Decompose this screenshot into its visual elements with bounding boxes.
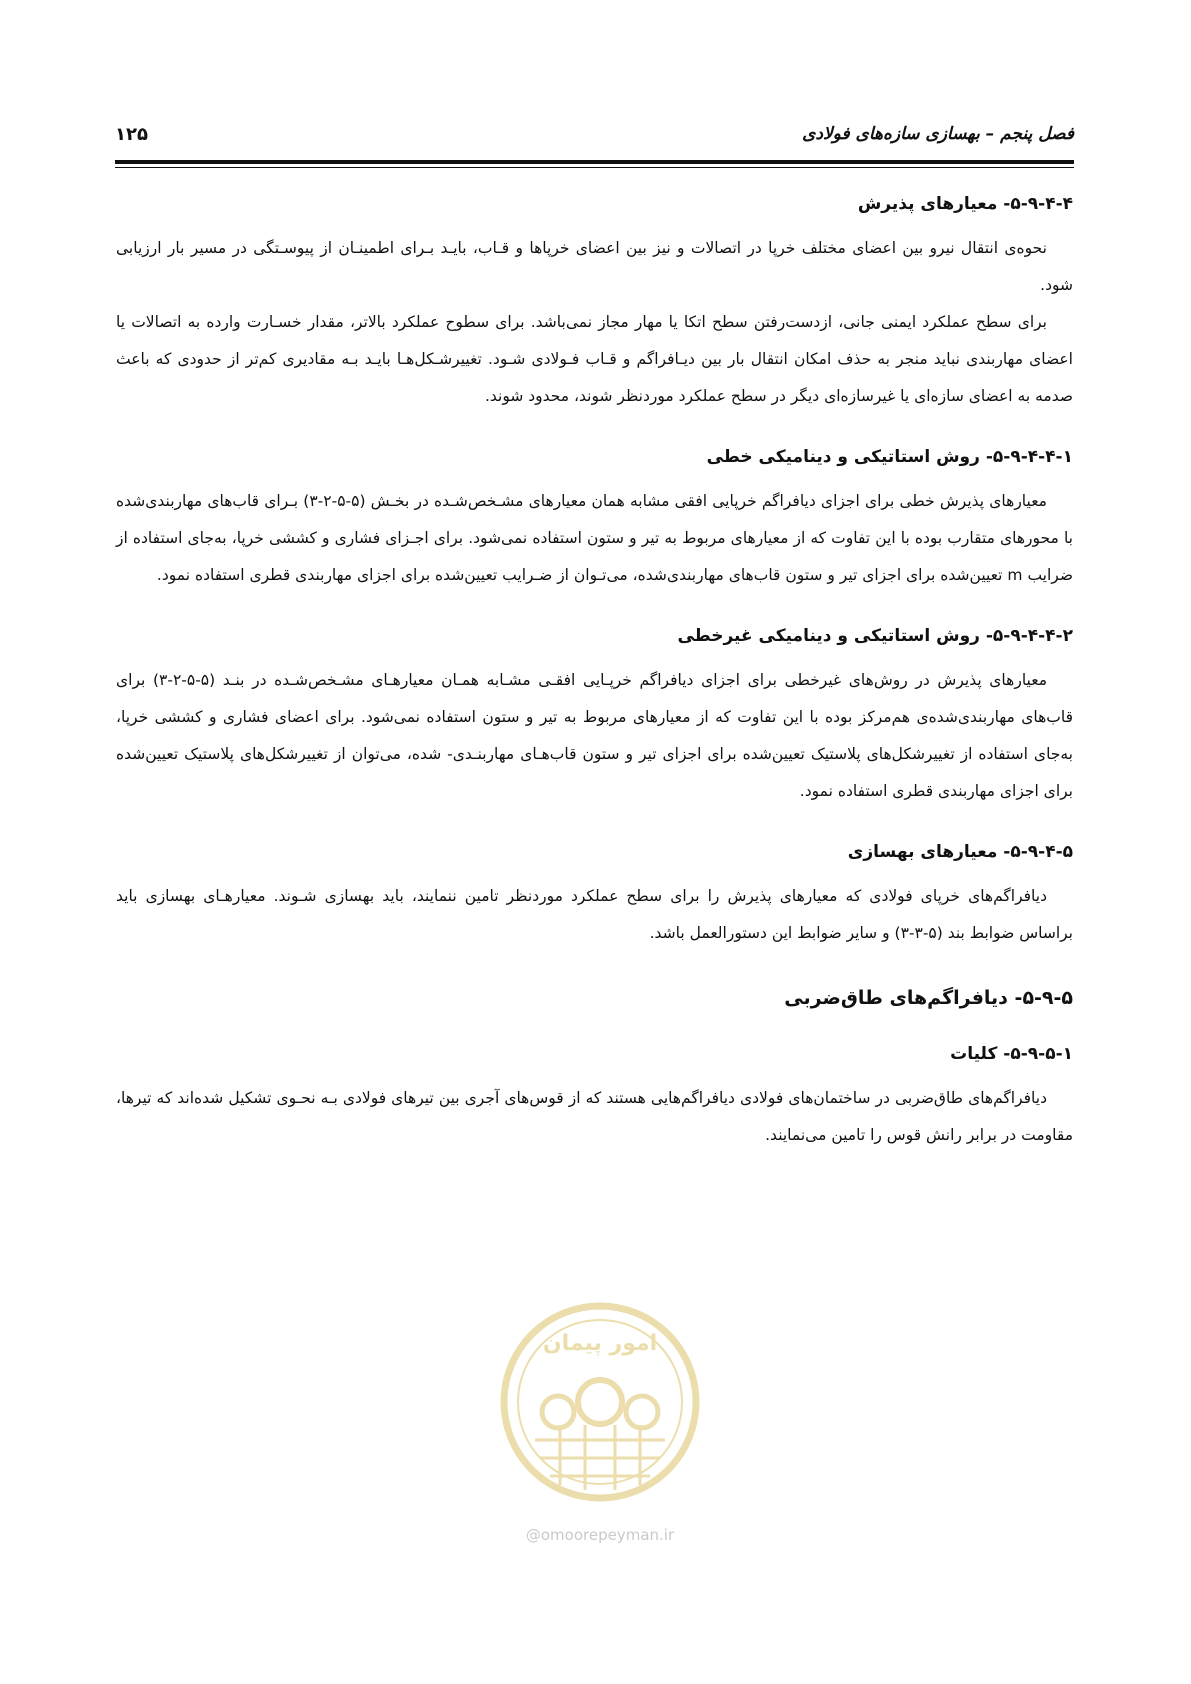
chapter-title: فصل پنجم – بهسازی سازه‌های فولادی [802, 124, 1074, 144]
section-heading-general: ۵-۹-۵-۱- کلیات [950, 1044, 1073, 1064]
paragraph: معیارهای پذیرش در روش‌های غیرخطی برای اجزای دیافراگم خرپـایی افقـی مشـابه همـان معیارهـای مشـخص‌شـده در بنـد (۵-۵-۲-۳) برای قاب‌های مهاربندی‌شده‌ی هم‌مرکز بوده با این تفاوت که از معیارهای مربوط به تیر و ستون استفاده نمی‌شود. برای اعضای فشاری و کششی خرپا، به‌جای استفاده از تغییرشکل‌های پلاستیک تعیین‌شده برای اجزای تیر و ستون قاب‌هـای مهاربنـدی- شده، می‌توان از تغییرشکل‌های پلاستیک تعیین‌شده برای اجزای مهاربندی قطری استفاده نمود. [116, 671, 1073, 800]
paragraph: دیافراگم‌های طاق‌ضربی در ساختمان‌های فولادی دیافراگم‌هایی هستند که از قوس‌های آجری بین تیرهای فولادی بـه نحـوی تشکیل شده‌اند که تیرها، مقاومت در برابر رانش قوس را تامین می‌نمایند. [116, 1089, 1073, 1144]
section-heading-acceptance-criteria: ۵-۹-۴-۴- معیارهای پذیرش [857, 194, 1073, 214]
section-heading-jack-arch-diaphragms: ۵-۹-۵- دیافراگم‌های طاق‌ضربی [784, 987, 1073, 1009]
paragraph: نحوه‌ی انتقال نیرو بین اعضای مختلف خرپا در اتصالات و نیز بین اعضای خرپاها و قـاب، بایـد بـرای اطمینـان از پیوسـتگی در مسیر بار ارزیابی شود. [116, 239, 1073, 294]
page-header [115, 118, 1074, 158]
paragraph: دیافراگم‌های خرپای فولادی که معیارهای پذیرش را برای سطح عملکرد موردنظر تامین ننمایند، باید بهسازی شـوند. معیارهـای بهسازی باید براساس ضوابط بند (۵-۳-۳) و سایر ضوابط این دستورالعمل باشد. [116, 887, 1073, 942]
paragraph: برای سطح عملکرد ایمنی جانی، ازدست‌رفتن سطح اتکا یا مهار مجاز نمی‌باشد. برای سطوح عملکرد بالاتر، مقدار خسـارت وارده به اتصالات یا اعضای مهاربندی نباید منجر به حذف امکان انتقال بار بین دیـافراگم و قـاب فـولادی شـود. تغییرشـکل‌هـا بایـد بـه مقادیری کم‌تر از حدودی که باعث صدمه به اعضای سازه‌ای یا غیرسازه‌ای دیگر در سطح عملکرد موردنظر شوند، محدود شوند. [116, 313, 1073, 405]
page-content [116, 190, 1073, 1154]
section-heading-rehabilitation-criteria: ۵-۹-۴-۵- معیارهای بهسازی [847, 842, 1073, 862]
section-heading-nonlinear-methods: ۵-۹-۴-۴-۲- روش استاتیکی و دینامیکی غیرخطی [677, 626, 1073, 646]
seal-logo-icon [490, 1290, 710, 1520]
watermark-site: @omoorepeyman.ir [525, 1526, 675, 1544]
header-rule-thick [115, 160, 1074, 164]
paragraph: معیارهای پذیرش خطی برای اجزای دیافراگم خرپایی افقی مشابه همان معیارهای مشـخص‌شـده در بخـش (۵-۵-۲-۳) بـرای قاب‌های مهاربندی‌شده با محورهای متقارب بوده با این تفاوت که از معیارهای مربوط به تیر و ستون استفاده نمی‌شود. برای اجـزای فشاری و کششی خرپا، به‌جای استفاده از ضرایب m تعیین‌شده برای اجزای تیر و ستون قاب‌های مهاربندی‌شده، می‌تـوان از ضـرایب تعیین‌شده برای اجزای مهاربندی قطری استفاده نمود. [116, 492, 1073, 584]
watermark-seal [490, 1290, 710, 1550]
seal-text: امور پیمان [542, 1331, 658, 1356]
page-number: ۱۲۵ [115, 124, 148, 145]
header-rule-thin [115, 167, 1074, 168]
section-heading-linear-methods: ۵-۹-۴-۴-۱- روش استاتیکی و دینامیکی خطی [706, 447, 1073, 467]
